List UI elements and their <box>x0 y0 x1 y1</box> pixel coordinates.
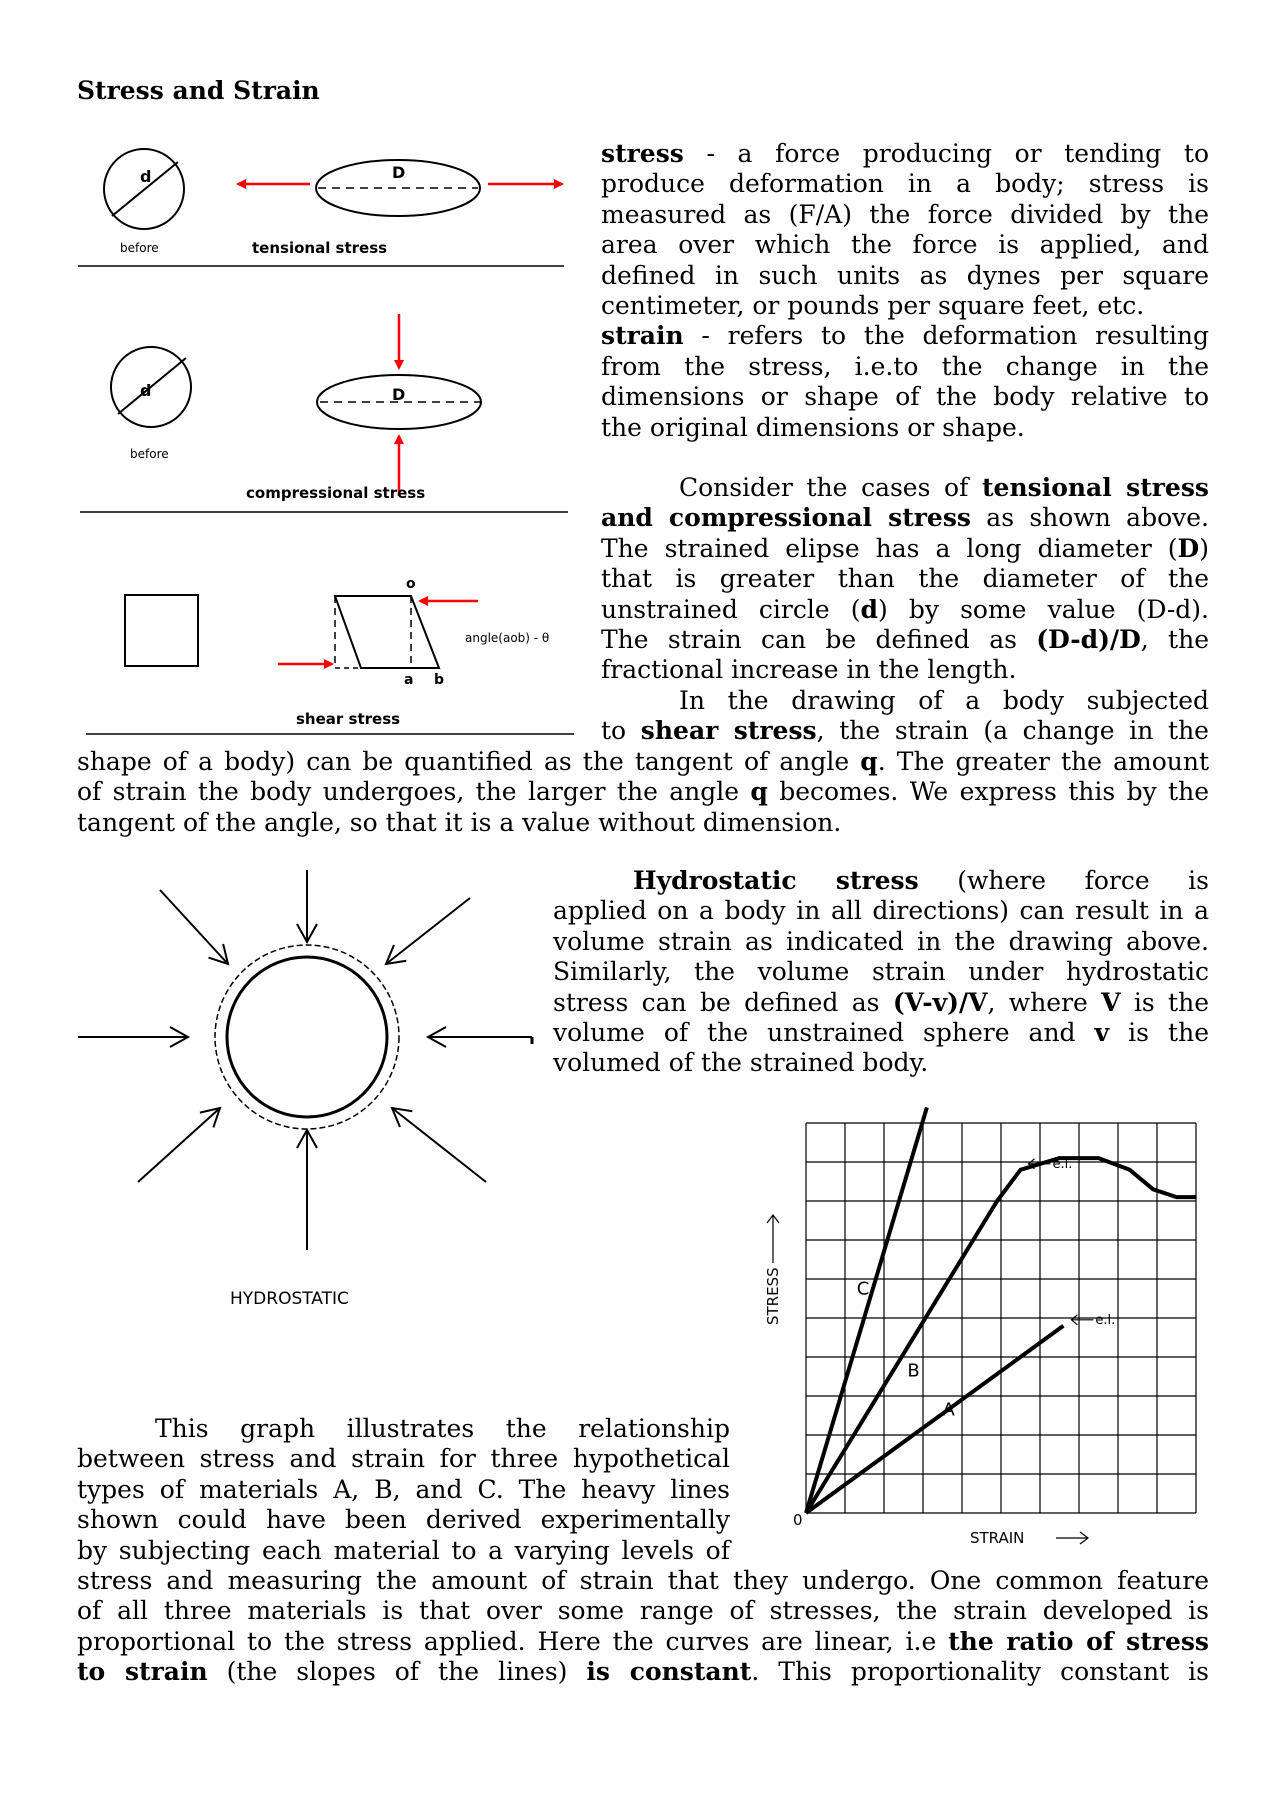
shear-panel <box>86 576 574 734</box>
unstrained-square <box>125 595 198 666</box>
sheared-parallelogram <box>335 596 439 668</box>
line: stress - a force producing or tending to <box>601 139 1209 168</box>
D-label: D <box>392 163 406 182</box>
page-title: Stress and Strain <box>77 76 320 105</box>
compressional-panel <box>80 314 568 512</box>
graph-explanation-paragraph: This graph illustrates the relationship between stress and strain for three hypothetical types of materials A, B, and C. The heavy lines shown could have been derived experimentally by subjecting each material to a varying levels of <box>77 1414 730 1565</box>
series-line-c <box>806 1107 927 1513</box>
stress-strain-chart <box>748 1105 1218 1565</box>
compressional-label: compressional stress <box>246 484 426 502</box>
sphere-circle <box>227 957 387 1117</box>
chart-annotations <box>1029 1157 1116 1328</box>
tensional-panel <box>78 149 564 266</box>
svg-text:D: D <box>392 385 406 404</box>
hydrostatic-label: HYDROSTATIC <box>230 1289 349 1309</box>
hydrostatic-paragraph: Hydrostatic stress (where force is applied on a body in all directions) can result in a volume strain as indicated in the drawing above. Similarly, the volume strain under hydrostatic stress can be defined as (V-v)/V, where V is the volume of the unstrained sphere and v is the volumed of the strained body. <box>553 866 1209 1078</box>
series-label-b: B <box>907 1360 920 1382</box>
origin-label: 0 <box>793 1511 803 1529</box>
stress-strain-definitions: stress - a force producing or tending to produce deformation in a body; stress is measured as (F/A) the force divided by the area over which the force is applied, and defined in such units as dynes per square centimeter, or pounds per square feet, etc. strain - refers to the deformation resulting from the stress, i.e.to the change in the dimensions or shape of the body relative to the original dimensions or shape. <box>601 139 1209 442</box>
graph-explanation-continued: stress and measuring the amount of strain that they undergo. One common feature of all three materials is that over some range of stresses, the strain developed is proportional to the stress applied. Here the curves are linear, i.e the ratio of stress to strain (the slopes of the lines) is constant. This proportionality constant is <box>77 1566 1210 1687</box>
hydrostatic-figure <box>70 862 550 1322</box>
dashed-outer-circle <box>215 945 399 1129</box>
b-label: b <box>434 672 445 688</box>
stress-types-figure <box>76 136 586 736</box>
o-label: o <box>406 576 416 592</box>
a-label: a <box>404 672 414 688</box>
d-label: d <box>140 167 152 186</box>
y-axis-label: STRESS <box>764 1267 782 1325</box>
series-label-a: A <box>942 1399 955 1421</box>
svg-text:before: before <box>130 447 169 461</box>
angle-label: angle(aob) - θ <box>465 631 550 645</box>
el-label: e.l. <box>1052 1156 1073 1172</box>
x-axis-label: STRAIN <box>970 1529 1025 1547</box>
svg-text:d: d <box>140 381 152 400</box>
shear-label: shear stress <box>296 710 401 728</box>
shear-paragraph: shape of a body) can be quantified as the tangent of angle q. The greater the amount of strain the body undergoes, the larger the angle q becomes. We express this by the tangent of the angle, so that it is a value without dimension. <box>77 747 1210 837</box>
tensional-label: tensional stress <box>252 239 388 257</box>
before-label: before <box>120 241 159 255</box>
tension-compression-paragraph: Consider the cases of tensional stress and compressional stress as shown above. The strained elipse has a long diameter (D) that is greater than the diameter of the unstrained circle (d) by some value (D-d). The strain can be defined as (D-d)/D, the fractional increase in the length. In the drawing of a body subjected to shear stress, the strain (a change in the <box>601 473 1210 746</box>
series-label-c: C <box>856 1278 870 1300</box>
el-label: e.l. <box>1095 1312 1116 1328</box>
